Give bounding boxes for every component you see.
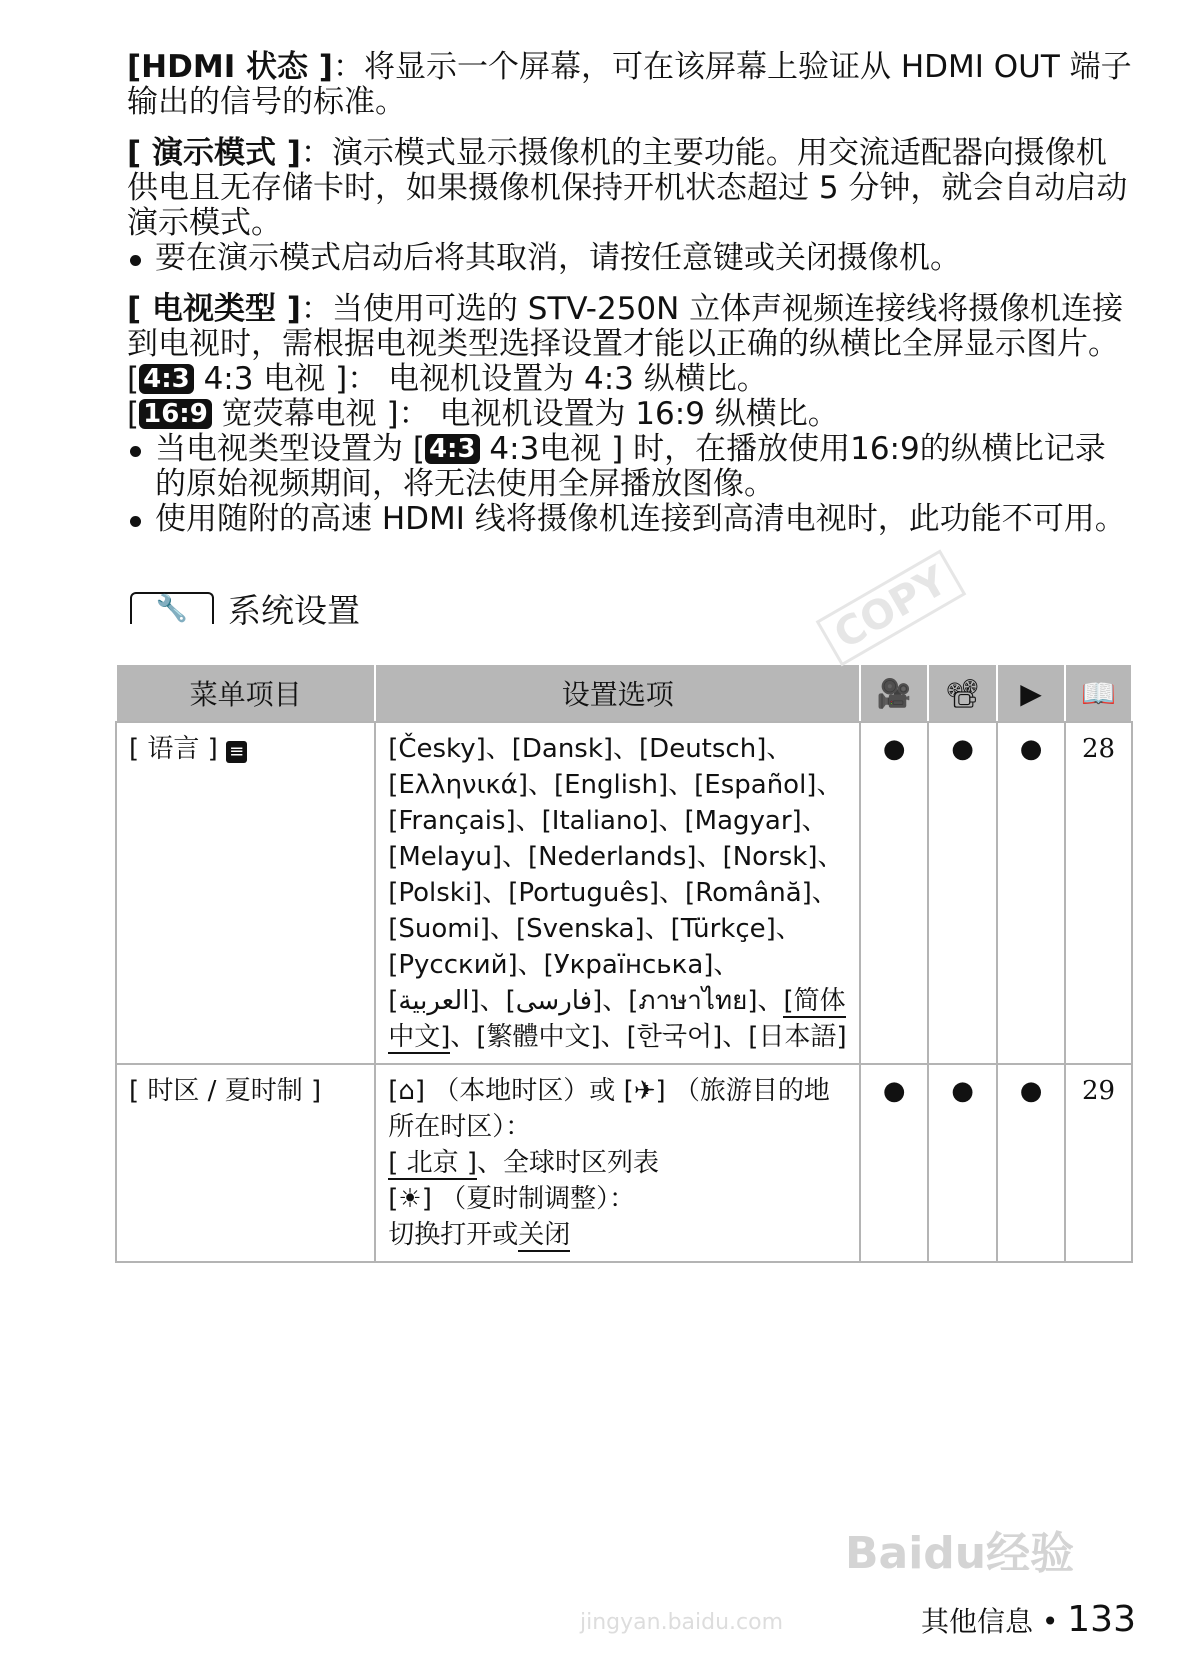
footer-separator: • [1041, 1605, 1059, 1638]
video-playback-icon: 📽 [928, 664, 997, 722]
table-row [116, 1064, 1132, 1262]
video-camera-icon: 🎥 [860, 664, 928, 722]
demo-mode-paragraph [115, 136, 1133, 276]
option-label: 宽荧幕电视 ]： [221, 396, 430, 432]
page-ref: 28 [1065, 722, 1132, 1064]
tv-option-16-9: [ 16:9 宽荧幕电视 ]： 电视机设置为 16:9 纵横比。 [127, 396, 839, 432]
settings-table [115, 663, 1133, 1263]
bullet-text: 4:3电视 ] 时，在播放使用16:9的纵横比记录的原始视频期间，将无法使用全屏播放图像。 [155, 431, 1106, 502]
demo-text: ：演示模式显示摄像机的主要功能。用交流适配器向摄像机供电且无存储卡时，如果摄像机保持开机状态超过 5 分钟，就会自动启动演示模式。 [127, 135, 1128, 241]
photo-playback-icon: ▶ [997, 664, 1065, 722]
available-dot: ● [860, 722, 928, 1064]
tv-bullet-1 [127, 432, 1133, 502]
book-icon: 📖 [1065, 664, 1132, 722]
language-options: [Česky]、[Dansk]、[Deutsch]、[Ελληνικά]、[English]、[Español]、[Français]、[Italiano]、[Magyar]、[Melayu]、[Nederlands]、[Norsk]、[Polski]、[Português]、[Română]、[Suomi]、[Svenska]、[Türkçe]、[Русский]、[Українська]、[العربية]、[فارسی]、[ภาษาไทย]、[简体中文]、[繁體中文]、[한국어]、[日本語] [375, 722, 860, 1064]
page-content [115, 50, 1133, 1263]
bullet-text: 当电视类型设置为 [ [155, 431, 425, 467]
section-heading [115, 553, 1133, 663]
section-title: 系统设置 [228, 590, 360, 630]
header-setting-options: 设置选项 [375, 664, 860, 722]
page-footer [921, 1600, 1136, 1642]
baidu-watermark: Baidu经验 [845, 1528, 1075, 1579]
table-header [116, 664, 1132, 722]
available-dot: ● [928, 1064, 997, 1262]
aspect-4-3-icon: 4:3 [139, 364, 194, 394]
demo-label: [ 演示模式 ] [127, 135, 301, 171]
sun-icon: ☀ [398, 1184, 422, 1214]
menu-item-timezone: [ 时区 / 夏时制 ] [116, 1064, 375, 1262]
hdmi-text: ：将显示一个屏幕，可在该屏幕上验证从 HDMI OUT 端子输出的信号的标准。 [127, 49, 1132, 120]
footer-label: 其他信息 [920, 1605, 1033, 1638]
page-ref: 29 [1065, 1064, 1132, 1262]
available-dot: ● [997, 722, 1065, 1064]
option-text: 电视机设置为 4:3 纵横比。 [388, 361, 768, 397]
default-option: [ 北京 ] [388, 1148, 478, 1178]
tv-label: [ 电视类型 ] [127, 291, 301, 327]
aspect-16-9-icon: 16:9 [139, 399, 212, 429]
tv-text: ：当使用可选的 STV-250N 立体声视频连接线将摄像机连接到电视时，需根据电视类型选择设置才能以正确的纵横比全屏显示图片。 [127, 291, 1124, 362]
demo-bullet: 要在演示模式启动后将其取消，请按任意键或关闭摄像机。 [127, 241, 1133, 276]
airplane-icon: ✈ [633, 1076, 656, 1106]
option-text: 电视机设置为 16:9 纵横比。 [439, 396, 839, 432]
available-dot: ● [997, 1064, 1065, 1262]
wrench-icon: 🔧 [130, 592, 214, 624]
tv-bullet-2: 使用随附的高速 HDMI 线将摄像机连接到高清电视时，此功能不可用。 [127, 502, 1133, 537]
aspect-4-3-icon: 4:3 [425, 434, 480, 464]
header-menu-item: 菜单项目 [116, 664, 375, 722]
table-row [116, 722, 1132, 1064]
default-option: 关闭 [518, 1220, 571, 1250]
page-number: 133 [1067, 1599, 1136, 1640]
copy-watermark: COPY [816, 550, 966, 667]
hdmi-label: [HDMI 状态 ] [127, 49, 333, 85]
baidu-url-watermark: jingyan.baidu.com [580, 1610, 784, 1635]
hdmi-status-paragraph [115, 50, 1133, 120]
timezone-options: [⌂] （本地时区）或 [✈] （旅游目的地所在时区）： [ 北京 ]、全球时区列表 [☀] （夏时制调整）： 切换打开或关闭 [375, 1064, 860, 1262]
available-dot: ● [928, 722, 997, 1064]
option-label: 4:3 电视 ]： [203, 361, 379, 397]
default-option: [简体中文] [388, 986, 846, 1052]
tv-option-4-3: [ 4:3 4:3 电视 ]： 电视机设置为 4:3 纵横比。 [127, 361, 768, 397]
tv-type-paragraph [115, 292, 1133, 537]
language-icon: ≡ [226, 741, 247, 763]
menu-item-language: [ 语言 ] ≡ [116, 722, 375, 1064]
available-dot: ● [860, 1064, 928, 1262]
home-icon: ⌂ [398, 1076, 415, 1106]
